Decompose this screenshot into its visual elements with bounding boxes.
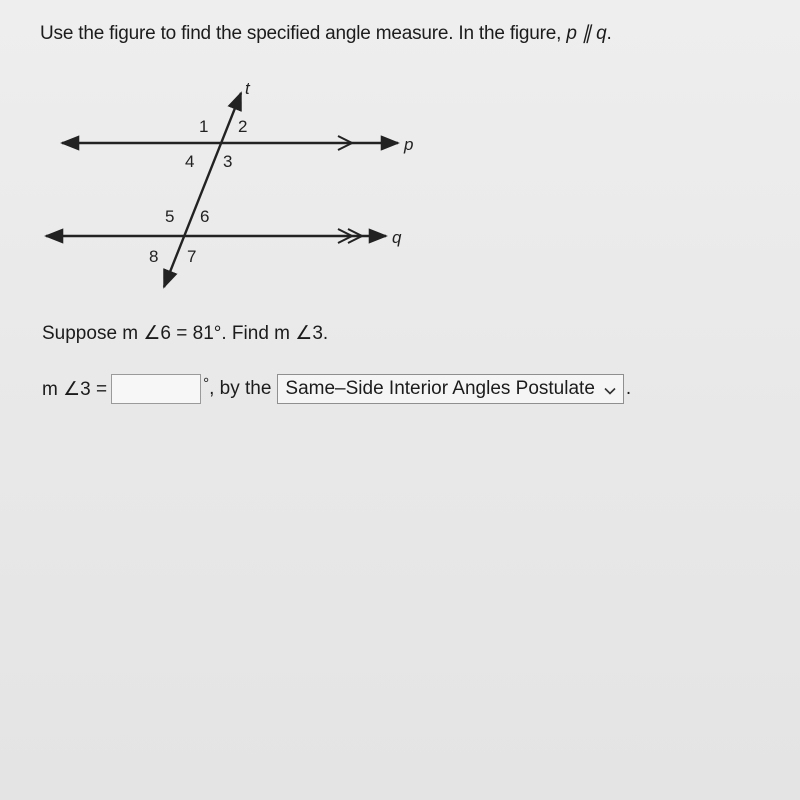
chevron-down-icon <box>603 382 617 396</box>
angle-label-7: 7 <box>187 247 197 266</box>
prompt-end: . <box>606 23 612 44</box>
reason-selected-value: Same–Side Interior Angles Postulate <box>285 378 595 399</box>
angle-label-2: 2 <box>238 117 248 136</box>
question-text: Suppose m ∠6 = 81°. Find m ∠3. <box>42 323 329 344</box>
degree-symbol: ° <box>203 374 210 392</box>
reason-dropdown[interactable] <box>277 374 623 404</box>
angle-label-8: 8 <box>149 247 159 266</box>
answer-end: . <box>625 378 632 399</box>
prompt-text: Use the figure to find the specified angle measure. In the figure, <box>40 23 562 44</box>
by-the-text: , by the <box>209 378 272 399</box>
label-p: p <box>404 135 414 154</box>
label-t: t <box>245 79 250 98</box>
angle-label-3: 3 <box>223 152 233 171</box>
answer-row <box>42 372 631 406</box>
prompt-relation: p ∥ q <box>566 23 607 44</box>
answer-label: m ∠3 = <box>42 378 108 400</box>
label-q: q <box>392 228 402 247</box>
angle-label-1: 1 <box>199 117 209 136</box>
parallel-lines-figure <box>0 0 800 320</box>
angle-label-4: 4 <box>185 152 195 171</box>
angle-label-5: 5 <box>165 207 175 226</box>
angle-answer-input[interactable] <box>111 374 201 404</box>
angle-label-6: 6 <box>200 207 210 226</box>
